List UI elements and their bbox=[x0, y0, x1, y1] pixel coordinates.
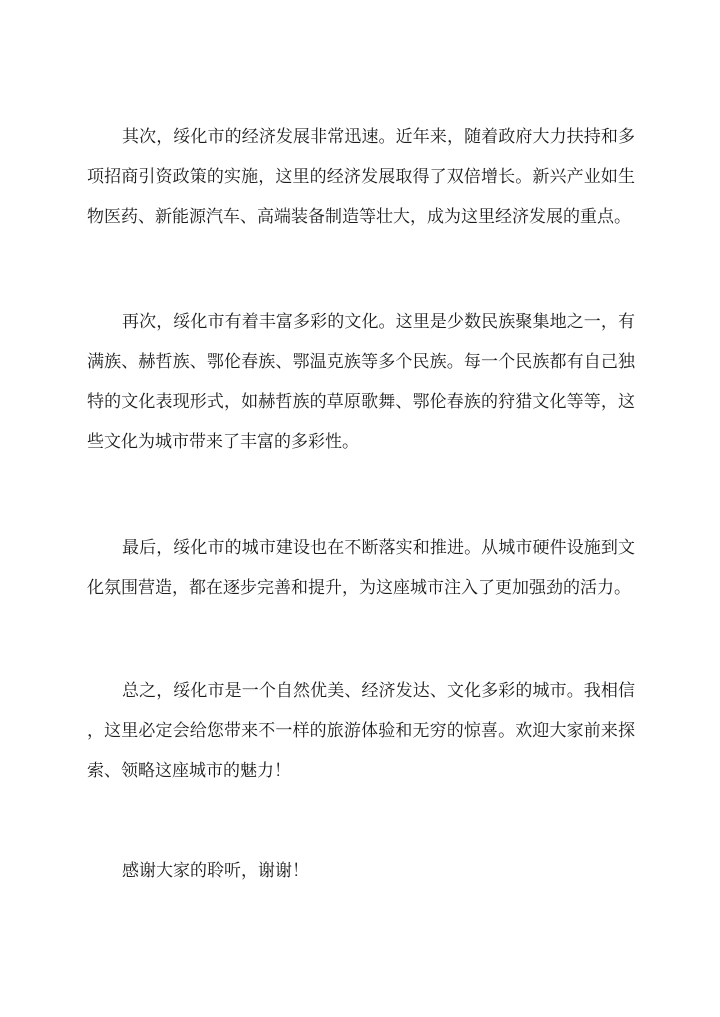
text-line: 索、领略这座城市的魅力！ bbox=[87, 761, 291, 781]
paragraph-conclusion bbox=[87, 671, 635, 791]
text-line: 化氛围营造，都在逐步完善和提升，为这座城市注入了更加强劲的活力。 bbox=[87, 578, 631, 598]
paragraph-thanks bbox=[87, 851, 635, 891]
text-line: 项招商引资政策的实施，这里的经济发展取得了双倍增长。新兴产业如生 bbox=[87, 167, 635, 187]
text-line: 感谢大家的聆听，谢谢！ bbox=[122, 861, 309, 881]
text-line: 再次，绥化市有着丰富多彩的文化。这里是少数民族聚集地之一，有 bbox=[122, 312, 635, 332]
text-line: 物医药、新能源汽车、高端装备制造等壮大，成为这里经济发展的重点。 bbox=[87, 207, 631, 227]
paragraph-economy bbox=[87, 117, 635, 237]
paragraph-culture bbox=[87, 302, 635, 462]
text-line: 最后，绥化市的城市建设也在不断落实和推进。从城市硬件设施到文 bbox=[122, 538, 635, 558]
text-line: 总之，绥化市是一个自然优美、经济发达、文化多彩的城市。我相信 bbox=[122, 681, 635, 701]
text-line: 其次，绥化市的经济发展非常迅速。近年来，随着政府大力扶持和多 bbox=[122, 127, 635, 147]
text-line: 特的文化表现形式，如赫哲族的草原歌舞、鄂伦春族的狩猎文化等等，这 bbox=[87, 392, 635, 412]
text-line: 满族、赫哲族、鄂伦春族、鄂温克族等多个民族。每一个民族都有自己独 bbox=[87, 352, 635, 372]
text-line: ，这里必定会给您带来不一样的旅游体验和无穷的惊喜。欢迎大家前来探 bbox=[87, 721, 635, 741]
paragraph-construction bbox=[87, 528, 635, 608]
text-line: 些文化为城市带来了丰富的多彩性。 bbox=[87, 432, 359, 452]
